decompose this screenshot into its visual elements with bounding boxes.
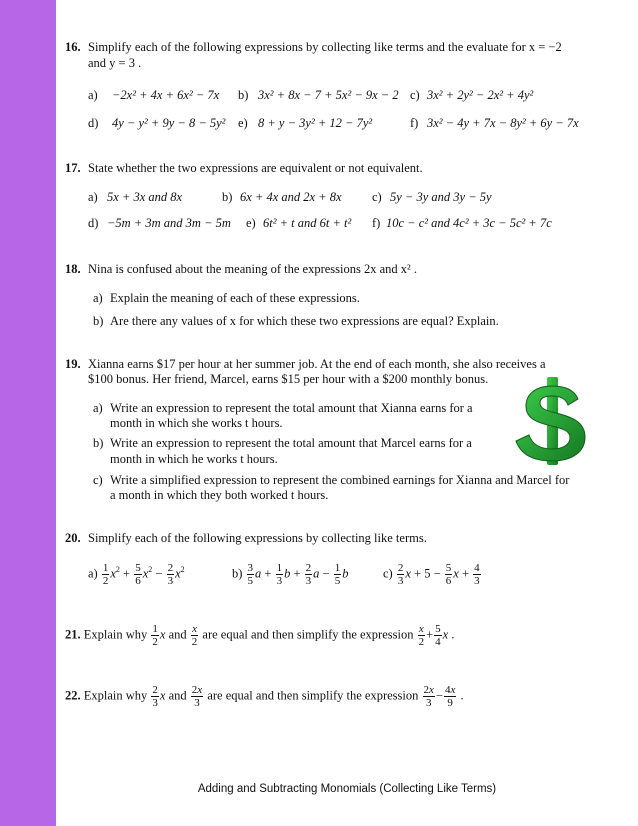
question-number: 18.: [65, 262, 81, 276]
expression: 3x² + 2y² − 2x² + 4y²: [427, 88, 534, 102]
question-text: Explain why: [83, 627, 148, 642]
question-number: 17.: [65, 161, 81, 175]
part-label: a): [93, 401, 103, 415]
part-text: month in which she works t hours.: [110, 416, 283, 430]
part-label: c): [410, 88, 420, 102]
expression: 5y − 3y and 3y − 5y: [390, 190, 492, 204]
fraction: $\frac{2}{3}$: [167, 562, 174, 587]
expression: 4y − y² + 9y − 8 − 5y²: [112, 116, 226, 130]
purple-side-bar: [0, 0, 56, 826]
question-number: 19.: [65, 357, 81, 371]
question-number: 16.: [65, 40, 81, 54]
question-text: Simplify each of the following expressions by collecting like terms.: [88, 531, 427, 545]
part-text: Write an expression to represent the total amount that Marcel earns for a: [110, 436, 472, 450]
part-label: d): [88, 116, 99, 130]
part-label: b): [232, 566, 243, 581]
part-label: b): [93, 436, 104, 450]
expression: 3x² − 4y + 7x − 8y² + 6y − 7x: [427, 116, 579, 130]
part-label: a): [93, 291, 103, 305]
expression: −2x² + 4x + 6x² − 7x: [112, 88, 220, 102]
expression-row-b: b) $\frac{3}{5}$ a + $\frac{1}{3}$ b + $\frac{2}{3}$ a − $\frac{1}{5}$ b: [232, 562, 349, 587]
part-label: e): [246, 216, 256, 230]
expression: 6x + 4x and 2x + 8x: [240, 190, 342, 204]
part-label: d): [88, 216, 99, 230]
dollar-sign-icon: [512, 375, 592, 467]
fraction: $\frac{1}{2}$: [152, 623, 158, 648]
question-text: Xianna earns $17 per hour at her summer job. At the end of each month, she also receives a: [88, 357, 546, 371]
expression: 3x² + 8x − 7 + 5x² − 9x − 2: [258, 88, 399, 102]
part-label: b): [238, 88, 249, 102]
part-label: a): [88, 190, 98, 204]
question-text: are equal and then simplify the expression: [207, 688, 419, 703]
part-text: month in which he works t hours.: [110, 452, 278, 466]
fraction: $\frac{2}{3}$: [152, 684, 158, 709]
fraction: $\frac{1}{5}$: [334, 562, 341, 587]
expression: 5x + 3x and 8x: [107, 190, 183, 204]
question-text: Explain why: [83, 688, 148, 703]
fraction: $\frac{2x}{3}$: [423, 684, 434, 709]
fraction: $\frac{5}{6}$: [445, 562, 452, 587]
fraction: $\frac{x}{2}$: [191, 623, 198, 648]
fraction: $\frac{1}{2}$: [102, 562, 109, 587]
question-text: Simplify each of the following expressions by collecting like terms and the evaluate for x = −2: [88, 40, 562, 54]
part-label: f): [372, 216, 381, 230]
question-text: are equal and then simplify the expression: [202, 627, 414, 642]
expression-row-a: a) $\frac{1}{2}$ $x^2$ + $\frac{5}{6}$ $x^2$ − $\frac{2}{3}$ $x^2$: [88, 562, 185, 587]
fraction: $\frac{x}{2}$: [418, 623, 425, 648]
expression: 10c − c² and 4c² + 3c − 5c² + 7c: [386, 216, 552, 230]
question-text: and: [168, 627, 187, 642]
part-label: f): [410, 116, 419, 130]
part-text: a month in which they both worked t hours.: [110, 488, 329, 502]
question-text: and: [168, 688, 187, 703]
fraction: $\frac{4x}{9}$: [444, 684, 456, 709]
question-21: 21. Explain why $\frac{1}{2}$ x and $\frac{x}{2}$ are equal and then simplify the expression $\frac{x}{2}$ + $\frac{5}{4}$ x .: [65, 623, 455, 648]
question-number: 22.: [65, 688, 81, 703]
expression: 8 + y − 3y² + 12 − 7y²: [258, 116, 373, 130]
fraction: $\frac{5}{6}$: [135, 562, 141, 587]
fraction: $\frac{2}{3}$: [397, 562, 404, 587]
part-label: c): [93, 473, 103, 487]
page-footer: Adding and Subtracting Monomials (Collecting Like Terms): [197, 783, 497, 795]
question-number: 21.: [65, 627, 81, 642]
part-text: Write a simplified expression to represent the combined earnings for Xianna and Marcel for: [110, 473, 570, 487]
part-label: a): [88, 566, 98, 581]
part-text: Are there any values of x for which these two expressions are equal? Explain.: [110, 314, 499, 328]
part-label: c): [383, 566, 393, 581]
question-number: 20.: [65, 531, 81, 545]
part-label: b): [93, 314, 104, 328]
part-label: c): [372, 190, 382, 204]
fraction: $\frac{2x}{3}$: [191, 684, 203, 709]
part-label: e): [238, 116, 248, 130]
fraction: $\frac{3}{5}$: [247, 562, 254, 587]
fraction: $\frac{1}{3}$: [276, 562, 283, 587]
expression-row-c: c) $\frac{2}{3}$ x + 5 − $\frac{5}{6}$ x + $\frac{4}{3}$: [383, 562, 480, 587]
fraction: $\frac{2}{3}$: [305, 562, 312, 587]
question-text: and y = 3 .: [88, 56, 142, 70]
question-text: $100 bonus. Her friend, Marcel, earns $15 per hour with a $200 monthly bonus.: [88, 372, 489, 386]
fraction: $\frac{5}{4}$: [435, 623, 441, 648]
part-label: a): [88, 88, 98, 102]
fraction: $\frac{4}{3}$: [474, 562, 480, 587]
question-22: 22. Explain why $\frac{2}{3}$ x and $\frac{2x}{3}$ are equal and then simplify the expression $\frac{2x}{3}$ − $\frac{4x}{9}$ .: [65, 684, 464, 709]
question-text: State whether the two expressions are equivalent or not equivalent.: [88, 161, 423, 175]
part-text: Write an expression to represent the total amount that Xianna earns for a: [110, 401, 473, 415]
question-text: Nina is confused about the meaning of the expressions 2x and x² .: [88, 262, 418, 276]
part-text: Explain the meaning of each of these expressions.: [110, 291, 360, 305]
expression: 6t² + t and 6t + t²: [263, 216, 352, 230]
expression: −5m + 3m and 3m − 5m: [107, 216, 231, 230]
part-label: b): [222, 190, 233, 204]
